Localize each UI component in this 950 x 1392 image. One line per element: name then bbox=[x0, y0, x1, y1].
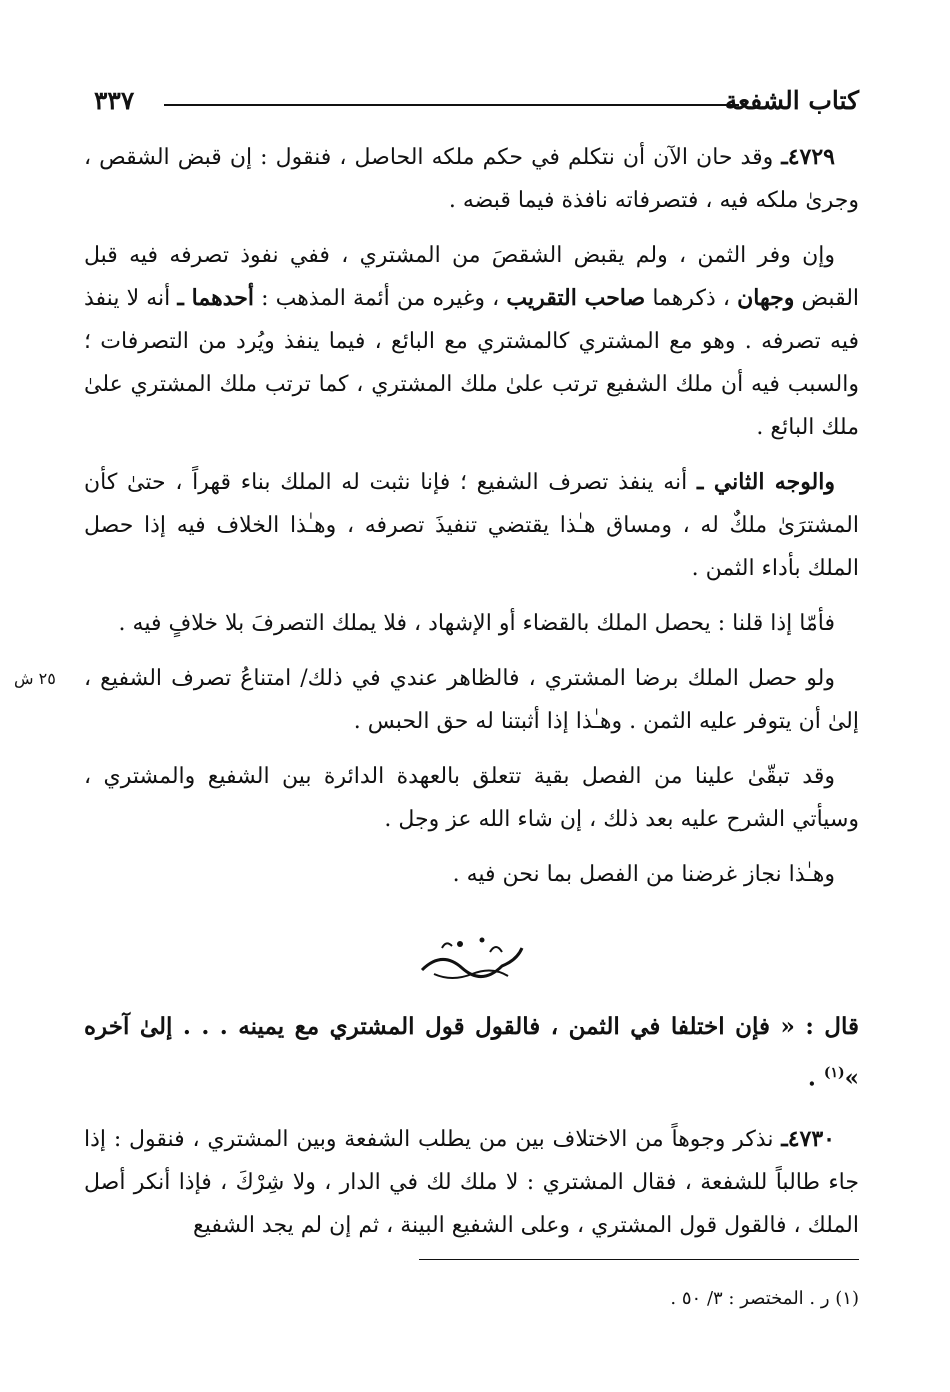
paragraph-text: فأمّا إذا قلنا : يحصل الملك بالقضاء أو الإشهاد ، فلا يملك التصرفَ بلا خلافٍ فيه . bbox=[118, 611, 835, 636]
section-heading-ornament bbox=[84, 930, 859, 990]
footnote bbox=[84, 1288, 859, 1309]
paragraph-text-block bbox=[84, 853, 859, 896]
bold-term: وجهان bbox=[737, 285, 795, 311]
paragraph-text: وهـٰذا نجاز غرضنا من الفصل بما نحن فيه . bbox=[452, 862, 835, 887]
bold-term: أحدهما ـ bbox=[177, 285, 254, 311]
paragraph-text-block bbox=[84, 602, 859, 645]
paragraph-text: ، وغيره من أئمة المذهب : bbox=[253, 286, 507, 311]
paragraph-number: ٤٧٣٠ـ bbox=[781, 1125, 835, 1152]
footnote-rule bbox=[419, 1259, 859, 1260]
bold-term: والوجه الثاني ـ bbox=[697, 469, 835, 495]
body-text bbox=[14, 136, 860, 1247]
paragraph-text: أنه لا ينفذ فيه تصرفه . وهو مع المشتري كالمشتري مع البائع ، فيما ينفذ ويُرد من التصرفات ؛ والسبب فيه أن ملك الشفيع ترتب علىٰ ملك المشتري ، كما ترتب ملك المشتري علىٰ ملك البائع . bbox=[84, 286, 859, 440]
footnote-text: ر . المختصر : ٣/ ٥٠ . bbox=[670, 1287, 836, 1309]
document-page bbox=[14, 80, 860, 1309]
paragraph-text: ولو حصل الملك برضا المشتري ، فالظاهر عندي في ذلك/ امتناعُ تصرف الشفيع ، إلىٰ أن يتوفر عليه الثمن . وهـٰذا إذا أثبتنا له حق الحبس . bbox=[84, 666, 859, 734]
footnote-marker: (١) bbox=[835, 1287, 859, 1309]
paragraph-4729 bbox=[84, 136, 859, 222]
footnote-ref: (١) bbox=[823, 1065, 845, 1081]
paragraph-text: وقد حان الآن أن نتكلم في حكم ملكه الحاصل ، فنقول : إن قبض الشقص ، وجرىٰ ملكه فيه ، فتصرفاته نافذة فيما قبضه . bbox=[84, 145, 859, 213]
paragraph-text: وقد تبقّىٰ علينا من الفصل بقية تتعلق بالعهدة الدائرة بين الشفيع والمشتري ، وسيأتي الشرح عليه بعد ذلك ، إن شاء الله عز وجل . bbox=[84, 764, 859, 832]
quote-end: . bbox=[807, 1064, 824, 1092]
paragraph-text: وإن وفر الثمن ، ولم يقبض الشقصَ من المشتري ، ففي نفوذ تصرفه فيه قبل القبض bbox=[84, 243, 860, 311]
quoted-text bbox=[84, 1004, 859, 1102]
paragraph-text-block bbox=[14, 657, 859, 743]
margin-note: ٢٥ ش bbox=[14, 669, 56, 688]
page-number: ٣٣٧ bbox=[94, 86, 135, 115]
paragraph-text-block bbox=[84, 755, 859, 841]
running-header bbox=[84, 80, 859, 120]
paragraph-text: أنه ينفذ تصرف الشفيع ؛ فإنا نثبت له الملك بناء قهراً ، حتىٰ كأن المشترَىٰ ملكٌ له ، ومساق هـٰذا يقتضي تنفيذَ تصرفه ، وهـٰذا الخلاف فيه إذا حصل الملك بأداء الثمن . bbox=[84, 470, 859, 581]
paragraph-text: ، ذكرهما bbox=[645, 286, 738, 311]
paragraph-text: نذكر وجوهاً من الاختلاف بين من يطلب الشفعة وبين المشتري ، فنقول : إذا جاء طالباً للشفعة ، فقال المشتري : لا ملك لك في الدار ، ولا شِرْكَ ، فإذا أنكر أصل الملك ، فالقول قول المشتري ، وعلى الشفيع البينة ، ثم إن لم يجد الشفيع bbox=[84, 1126, 859, 1238]
paragraph-two-views bbox=[84, 234, 859, 449]
chapter-title: كتاب الشفعة bbox=[724, 86, 859, 115]
bold-term: صاحب التقريب bbox=[506, 285, 646, 311]
fasl-calligraphy-icon bbox=[412, 930, 532, 988]
paragraph-4730 bbox=[84, 1118, 859, 1247]
paragraph-second-view bbox=[84, 461, 859, 590]
quote-text: قال : « فإن اختلفا في الثمن ، فالقول قول المشتري مع يمينه . . . إلىٰ آخره » bbox=[84, 1013, 859, 1092]
header-rule bbox=[164, 104, 739, 106]
paragraph-number: ٤٧٢٩ـ bbox=[781, 144, 835, 170]
